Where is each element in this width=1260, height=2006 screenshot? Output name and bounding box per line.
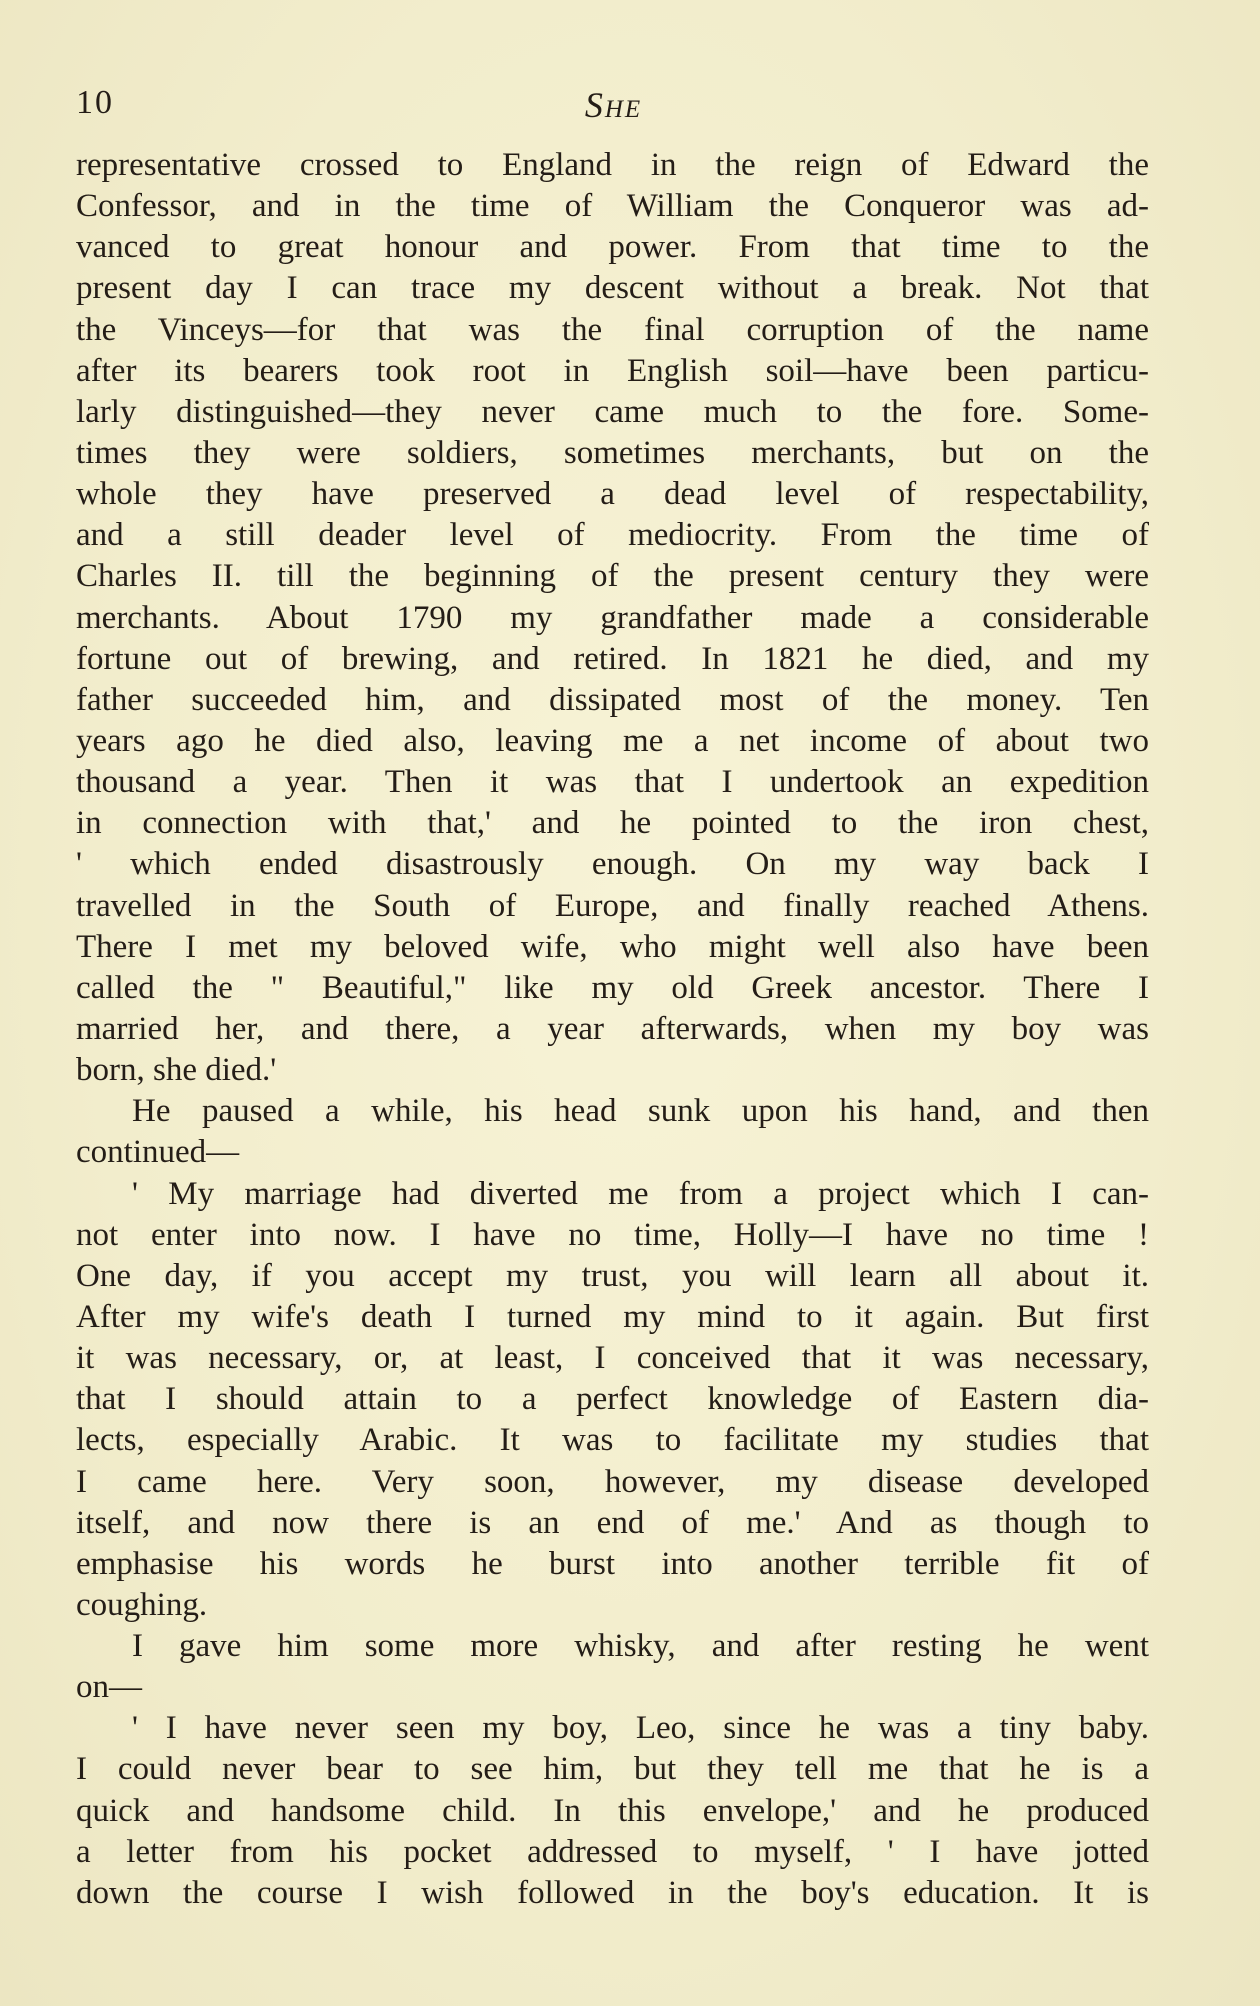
- text-line: itself, and now there is an end of me.' And as though to: [76, 1504, 1149, 1541]
- text-line: ' My marriage had diverted me from a project which I can-: [132, 1175, 1149, 1212]
- text-line: born, she died.': [76, 1052, 277, 1089]
- text-line: a letter from his pocket addressed to myself, ' I have jotted: [76, 1833, 1149, 1870]
- running-head: [76, 84, 1151, 134]
- text-line: thousand a year. Then it was that I undertook an expedition: [76, 764, 1149, 801]
- text-line: ' I have never seen my boy, Leo, since he was a tiny baby.: [132, 1710, 1149, 1747]
- text-line: After my wife's death I turned my mind to it again. But first: [76, 1298, 1149, 1335]
- text-line: quick and handsome child. In this envelope,' and he produced: [76, 1792, 1149, 1829]
- text-line: He paused a while, his head sunk upon his hand, and then: [132, 1093, 1149, 1130]
- text-line: There I met my beloved wife, who might well also have been: [76, 928, 1149, 965]
- text-line: emphasise his words he burst into another terrible fit of: [76, 1545, 1149, 1582]
- text-line: after its bearers took root in English soil—have been particu-: [76, 352, 1149, 389]
- text-line: the Vinceys—for that was the final corruption of the name: [76, 311, 1149, 348]
- text-line: One day, if you accept my trust, you will learn all about it.: [76, 1257, 1149, 1294]
- text-line: coughing.: [76, 1586, 208, 1623]
- text-line: and a still deader level of mediocrity. From the time of: [76, 517, 1149, 554]
- text-line: representative crossed to England in the reign of Edward the: [76, 147, 1149, 183]
- text-line: present day I can trace my descent without a break. Not that: [76, 270, 1149, 307]
- text-line: merchants. About 1790 my grandfather made a considerable: [76, 599, 1149, 636]
- text-line: down the course I wish followed in the boy's education. It is: [76, 1874, 1149, 1911]
- text-line: lects, especially Arabic. It was to facilitate my studies that: [76, 1422, 1149, 1459]
- running-title: She: [584, 85, 643, 125]
- text-line: ' which ended disastrously enough. On my way back I: [76, 846, 1149, 883]
- text-line: it was necessary, or, at least, I conceived that it was necessary,: [76, 1340, 1149, 1377]
- text-line: in connection with that,' and he pointed to the iron chest,: [76, 805, 1149, 842]
- text-line: travelled in the South of Europe, and finally reached Athens.: [76, 887, 1149, 924]
- page-number: 10: [76, 84, 114, 121]
- text-line: I could never bear to see him, but they tell me that he is a: [76, 1751, 1149, 1788]
- text-line: vanced to great honour and power. From that time to the: [76, 229, 1149, 266]
- text-line: called the " Beautiful," like my old Greek ancestor. There I: [76, 969, 1149, 1006]
- text-line: married her, and there, a year afterwards, when my boy was: [76, 1010, 1149, 1047]
- text-line: larly distinguished—they never came much to the fore. Some-: [76, 393, 1149, 430]
- text-line: father succeeded him, and dissipated most of the money. Ten: [76, 681, 1149, 718]
- body-text: [76, 145, 1149, 1914]
- text-line: not enter into now. I have no time, Holly—I have no time !: [76, 1216, 1149, 1253]
- text-line: continued—: [76, 1134, 240, 1171]
- text-line: times they were soldiers, sometimes merchants, but on the: [76, 434, 1149, 471]
- text-line: whole they have preserved a dead level of respectability,: [76, 476, 1149, 513]
- text-line: I gave him some more whisky, and after resting he went: [132, 1628, 1149, 1665]
- text-line: that I should attain to a perfect knowledge of Eastern dia-: [76, 1381, 1149, 1418]
- text-line: Confessor, and in the time of William the Conqueror was ad-: [76, 188, 1149, 225]
- text-line: Charles II. till the beginning of the present century they were: [76, 558, 1149, 595]
- text-line: on—: [76, 1669, 142, 1706]
- text-line: years ago he died also, leaving me a net income of about two: [76, 722, 1149, 759]
- text-line: fortune out of brewing, and retired. In 1821 he died, and my: [76, 640, 1149, 677]
- text-line: I came here. Very soon, however, my disease developed: [76, 1463, 1149, 1500]
